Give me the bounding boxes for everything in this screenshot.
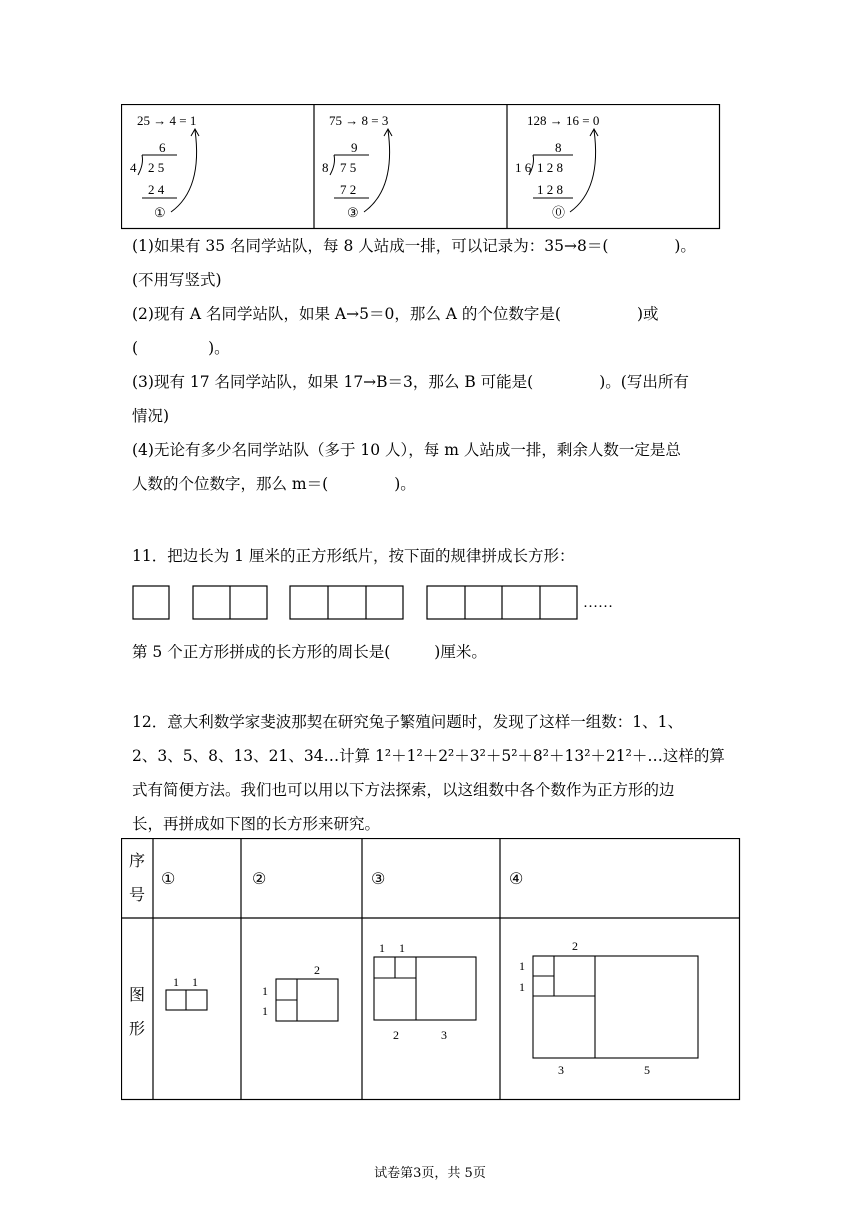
figure-4 xyxy=(519,939,698,1077)
ellipsis-text: …… xyxy=(583,595,613,611)
col-label-4: ④ xyxy=(509,871,524,888)
product-text: 7 2 xyxy=(340,182,357,197)
division-examples-table xyxy=(121,104,721,230)
q10-part3-line1: (3)现有 17 名同学站队，如果 17→B＝3，那么 B 可能是( )。(写出所有 xyxy=(132,373,689,391)
q10-part4-line1: (4)无论有多少名同学站队（多于 10 人），每 m 人站成一排，剩余人数一定是总 xyxy=(132,441,681,459)
q10-part4-line2: 人数的个位数字，那么 m＝( )。 xyxy=(132,475,416,493)
q10-part1-line2: (不用写竖式) xyxy=(132,271,222,289)
q10-part2-line1: (2)现有 A 名同学站队，如果 A→5＝0，那么 A 的个位数字是( )或 xyxy=(132,305,659,323)
dividend-text: 2 5 xyxy=(148,160,165,175)
svg-text:2: 2 xyxy=(393,1028,399,1042)
remainder-text: ③ xyxy=(347,205,359,220)
quotient-text: 6 xyxy=(159,140,166,155)
page-footer: 试卷第3页，共 5页 xyxy=(374,1166,486,1181)
quotient-text: 9 xyxy=(351,140,358,155)
col-label-3: ③ xyxy=(371,871,386,888)
svg-text:2: 2 xyxy=(314,963,320,977)
col-label-1: ① xyxy=(161,871,176,888)
row-header-fig-a: 图 xyxy=(129,987,146,1004)
quotient-text: 8 xyxy=(555,140,562,155)
divisor-text: 8 xyxy=(322,160,329,175)
figure-2 xyxy=(262,963,338,1021)
fibonacci-table xyxy=(121,838,741,1102)
remainder-text: ① xyxy=(154,205,166,220)
col-label-2: ② xyxy=(252,871,267,888)
figure-3 xyxy=(374,941,476,1042)
division-example-3 xyxy=(515,113,599,220)
q10-part1-line1: (1)如果有 35 名同学站队，每 8 人站成一排，可以记录为：35→8＝( )。 xyxy=(132,237,696,255)
q11-question: 第 5 个正方形拼成的长方形的周长是( )厘米。 xyxy=(132,643,487,661)
svg-text:1: 1 xyxy=(519,980,525,994)
svg-text:1: 1 xyxy=(379,941,385,955)
division-example-1 xyxy=(130,113,199,220)
svg-text:3: 3 xyxy=(441,1028,447,1042)
division-example-2 xyxy=(322,113,392,220)
q12-line4: 长，再拼成如下图的长方形来研究。 xyxy=(132,815,381,833)
equation-text: 75 → 8 = 3 xyxy=(329,113,389,128)
square-group-3 xyxy=(290,586,403,619)
dividend-text: 7 5 xyxy=(340,160,357,175)
equation-text: 128 → 16 = 0 xyxy=(527,113,600,128)
svg-text:1: 1 xyxy=(262,984,268,998)
q11-title: 11．把边长为 1 厘米的正方形纸片，按下面的规律拼成长方形： xyxy=(132,547,575,565)
product-text: 2 4 xyxy=(148,182,165,197)
divisor-text: 4 xyxy=(130,160,137,175)
q11-squares-figure xyxy=(130,582,630,622)
square-group-1 xyxy=(133,586,169,619)
divisor-text: 1 6 xyxy=(515,160,532,175)
row-header-fig-b: 形 xyxy=(129,1021,146,1038)
row-header-seq-a: 序 xyxy=(129,853,146,870)
q10-part2-line2: ( )。 xyxy=(132,339,230,357)
svg-text:5: 5 xyxy=(644,1063,650,1077)
q10-part3-line2: 情况) xyxy=(132,407,170,425)
svg-text:1: 1 xyxy=(399,941,405,955)
svg-text:1: 1 xyxy=(192,975,198,989)
q12-line3: 式有简便方法。我们也可以用以下方法探索，以这组数中各个数作为正方形的边 xyxy=(132,781,675,799)
row-header-seq-b: 号 xyxy=(129,887,146,904)
q12-line2: 2、3、5、8、13、21、34…计算 1²＋1²＋2²＋3²＋5²＋8²＋13²＋21²＋…这样的算 xyxy=(132,747,725,765)
remainder-text: ⓪ xyxy=(552,205,566,220)
svg-text:2: 2 xyxy=(572,939,578,953)
product-text: 1 2 8 xyxy=(537,182,563,197)
svg-text:1: 1 xyxy=(173,975,179,989)
svg-text:1: 1 xyxy=(519,959,525,973)
svg-text:1: 1 xyxy=(262,1004,268,1018)
figure-1 xyxy=(166,975,207,1010)
dividend-text: 1 2 8 xyxy=(537,160,563,175)
svg-text:3: 3 xyxy=(558,1063,564,1077)
q12-line1: 12．意大利数学家斐波那契在研究兔子繁殖问题时，发现了这样一组数：1、1、 xyxy=(132,713,683,731)
equation-text: 25 → 4 = 1 xyxy=(137,113,197,128)
